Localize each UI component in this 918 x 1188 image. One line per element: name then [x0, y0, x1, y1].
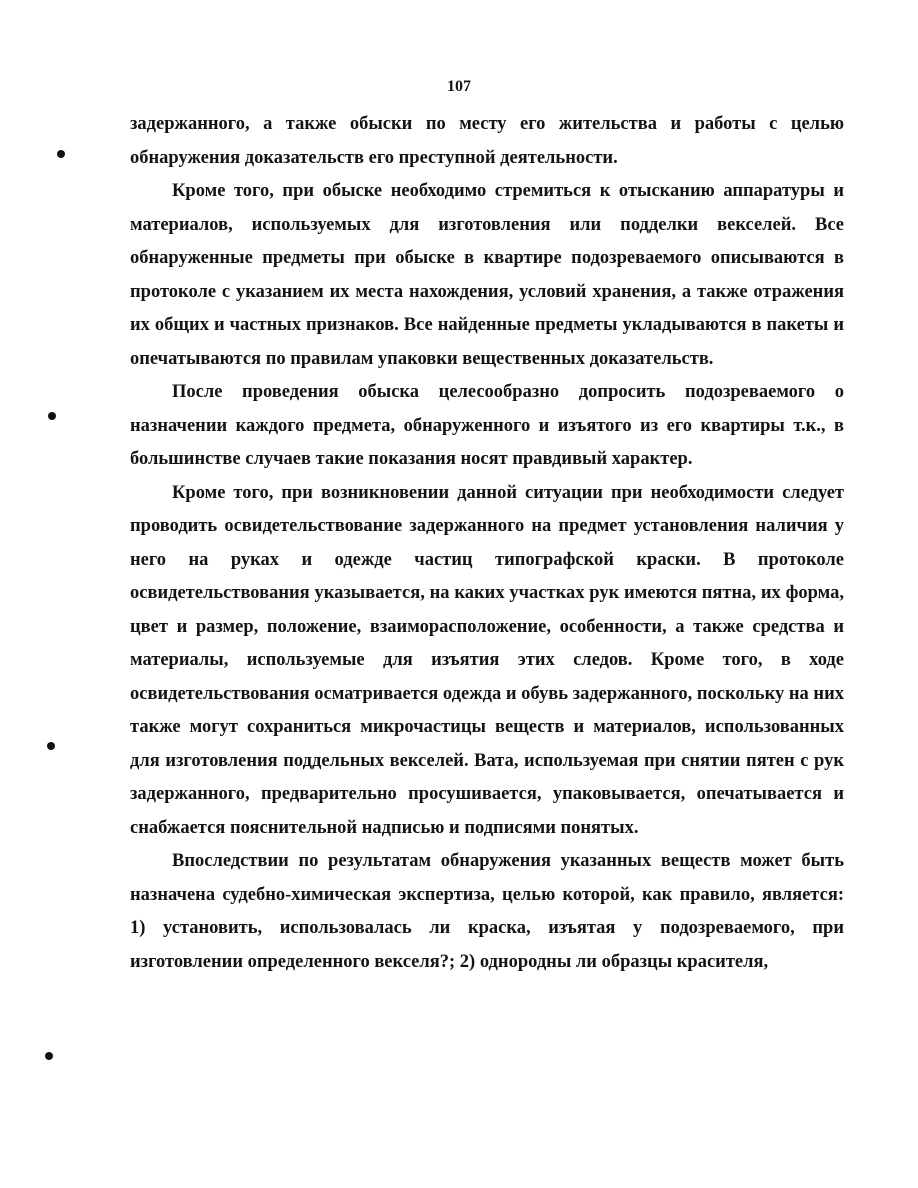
punch-hole-mark	[45, 1052, 53, 1060]
paragraph-interrogation: После проведения обыска целесообразно допросить подозреваемого о назначении каждого предмета, обнаруженного и изъятого из его квартиры т.к., в большинстве случаев такие показания носят правдивый характер.	[130, 382, 844, 469]
paragraph-search-equipment: Кроме того, при обыске необходимо стремиться к отысканию аппаратуры и материалов, используемых для изготовления или подделки векселей. Все обнаруженные предметы при обыске в квартире подозреваемого описываются в протоколе с указанием их места нахождения, условий хранения, а также отражения их общих и частных признаков. Все найденные предметы укладываются в пакеты и опечатываются по правилам упаковки вещественных доказательств.	[130, 181, 844, 369]
punch-hole-mark	[48, 412, 56, 420]
paragraph-examination: Кроме того, при возникновении данной ситуации при необходимости следует проводить освидетельствование задержанного на предмет установления наличия у него на руках и одежде частиц типографской краски. В протоколе освидетельствования указывается, на каких участках рук имеются пятна, их форма, цвет и размер, положение, взаиморасположение, особенности, а также средства и материалы, используемые для изъятия этих следов. Кроме того, в ходе освидетельствования осматривается одежда и обувь задержанного, поскольку на них также могут сохраниться микрочастицы веществ и материалов, использованных для изготовления поддельных векселей. Вата, используемая при снятии пятен с рук задержанного, предварительно просушивается, упаковывается, опечатывается и снабжается пояснительной надписью и подписями понятых.	[130, 482, 844, 838]
paragraph-expertise: Впоследствии по результатам обнаружения указанных веществ может быть назначена судебно-химическая экспертиза, целью которой, как правило, является: 1) установить, использовалась ли краска, изъятая у подозреваемого, при изготовлении определенного векселя?; 2) однородны ли образцы красителя,	[130, 851, 844, 972]
punch-hole-mark	[47, 742, 55, 750]
body-text	[130, 108, 844, 979]
punch-hole-mark	[57, 150, 65, 158]
page-number: 107	[447, 78, 471, 95]
paragraph-continuation: задержанного, а также обыски по месту его жительства и работы с целью обнаружения доказательств его преступной деятельности.	[130, 114, 844, 168]
